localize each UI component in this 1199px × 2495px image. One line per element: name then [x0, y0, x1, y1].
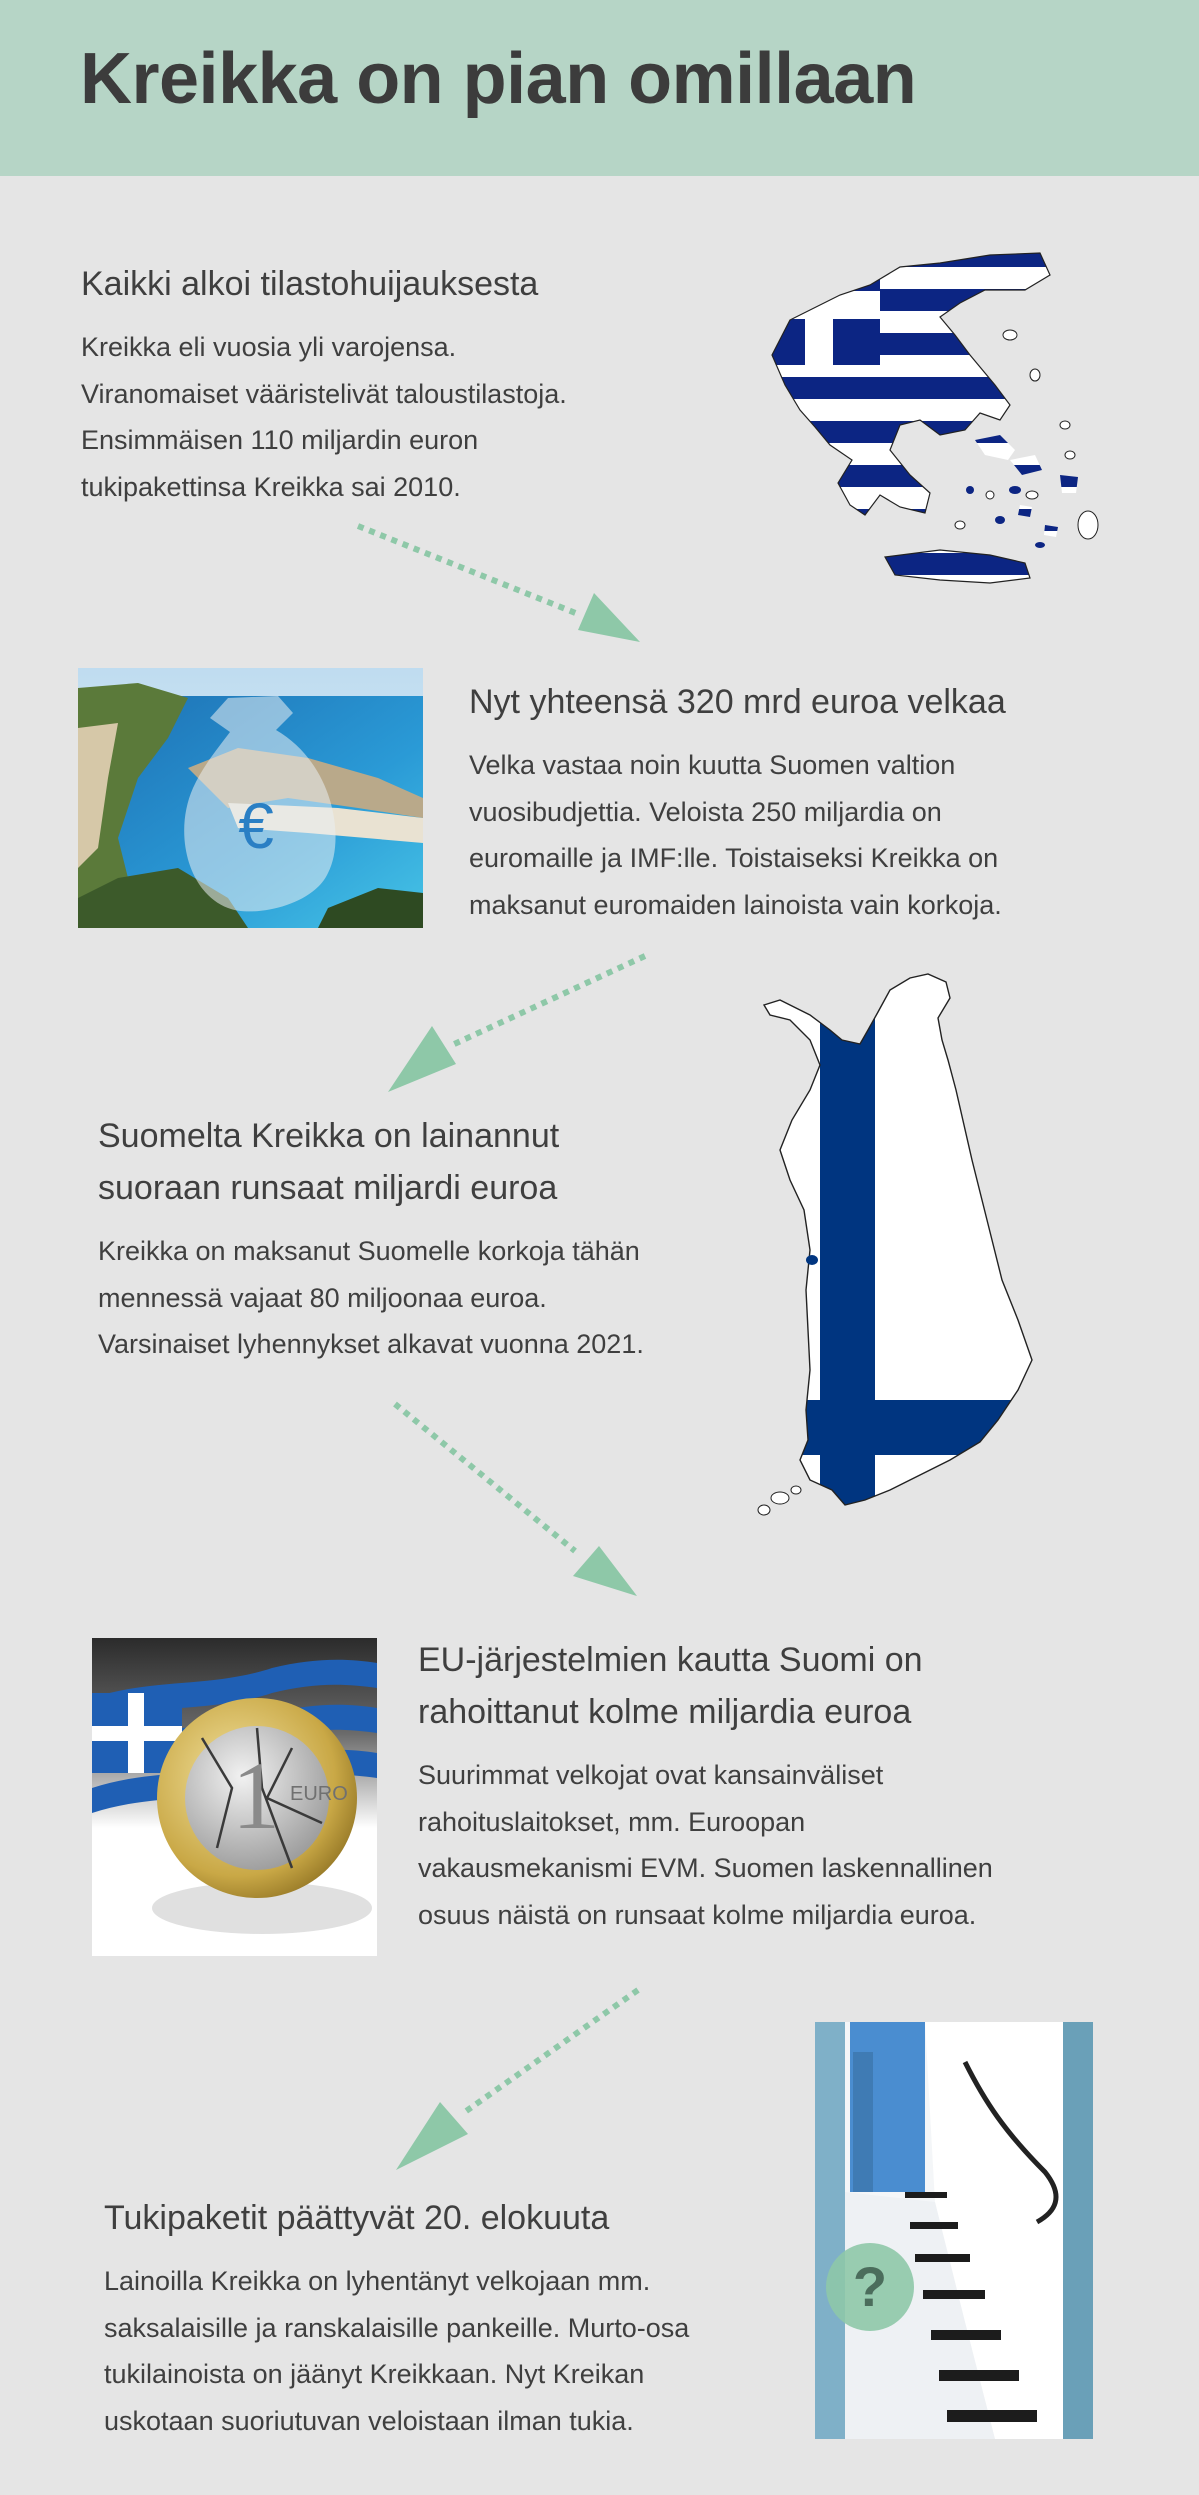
section-title: Nyt yhteensä 320 mrd euroa velkaa — [469, 683, 1006, 721]
arrow-down-left-icon — [380, 946, 660, 1096]
page-title: Kreikka on pian omillaan — [80, 39, 917, 119]
section-title: Kaikki alkoi tilastohuijauksesta — [81, 265, 539, 303]
header-banner — [0, 0, 1199, 176]
arrow-down-right-icon — [350, 518, 650, 648]
coin-text: EURO — [290, 1783, 348, 1805]
section-finland-loans — [98, 1110, 778, 1368]
question-mark: ? — [852, 2255, 888, 2318]
euro-symbol: € — [238, 790, 274, 862]
finland-flag-map-image — [750, 970, 1085, 1540]
greek-alley-question-image — [815, 2022, 1093, 2439]
section-body: Kreikka on maksanut Suomelle korkoja tähän mennessä vajaat 80 miljoonaa euroa. Varsinaiset lyhennykset alkavat vuonna 2021. — [98, 1236, 644, 1359]
greek-beach-moneybag-image — [78, 668, 423, 928]
section-eu-mechanisms — [418, 1634, 1108, 1938]
section-title: Suomelta Kreikka on lainannut suoraan runsaat miljardi euroa — [98, 1117, 560, 1207]
greece-flag-map-image — [760, 245, 1115, 595]
section-bailouts-end — [104, 2192, 804, 2444]
arrow-down-left-icon — [390, 1984, 650, 2174]
section-statistics-fraud — [81, 258, 721, 510]
section-title: Tukipaketit päättyvät 20. elokuuta — [104, 2199, 610, 2237]
section-body: Lainoilla Kreikka on lyhentänyt velkojaan mm. saksalaisille ja ranskalaisille pankeille. Murto-osa tukilainoista on jäänyt Kreikkaan. Nyt Kreikan uskotaan suoriutuvan veloistaan ilman tukia. — [104, 2266, 690, 2436]
coin-value: 1 — [232, 1742, 280, 1849]
section-title: EU-järjestelmien kautta Suomi on rahoittanut kolme miljardia euroa — [418, 1641, 923, 1731]
section-body: Velka vastaa noin kuutta Suomen valtion vuosibudjettia. Veloista 250 miljardia on euromaille ja IMF:lle. Toistaiseksi Kreikka on maksanut euromaiden lainoista vain korkoja. — [469, 750, 1002, 920]
arrow-down-right-icon — [385, 1396, 645, 1606]
section-total-debt — [469, 676, 1129, 928]
section-body: Suurimmat velkojat ovat kansainväliset rahoituslaitokset, mm. Euroopan vakausmekanismi EVM. Suomen laskennallinen osuus näistä on runsaat kolme miljardia euroa. — [418, 1760, 993, 1930]
section-body: Kreikka eli vuosia yli varojensa. Viranomaiset vääristelivät taloustilastoja. Ensimmäisen 110 miljardin euron tukipakettinsa Kreikka sai 2010. — [81, 332, 567, 502]
cracked-euro-coin-image — [92, 1638, 377, 1956]
